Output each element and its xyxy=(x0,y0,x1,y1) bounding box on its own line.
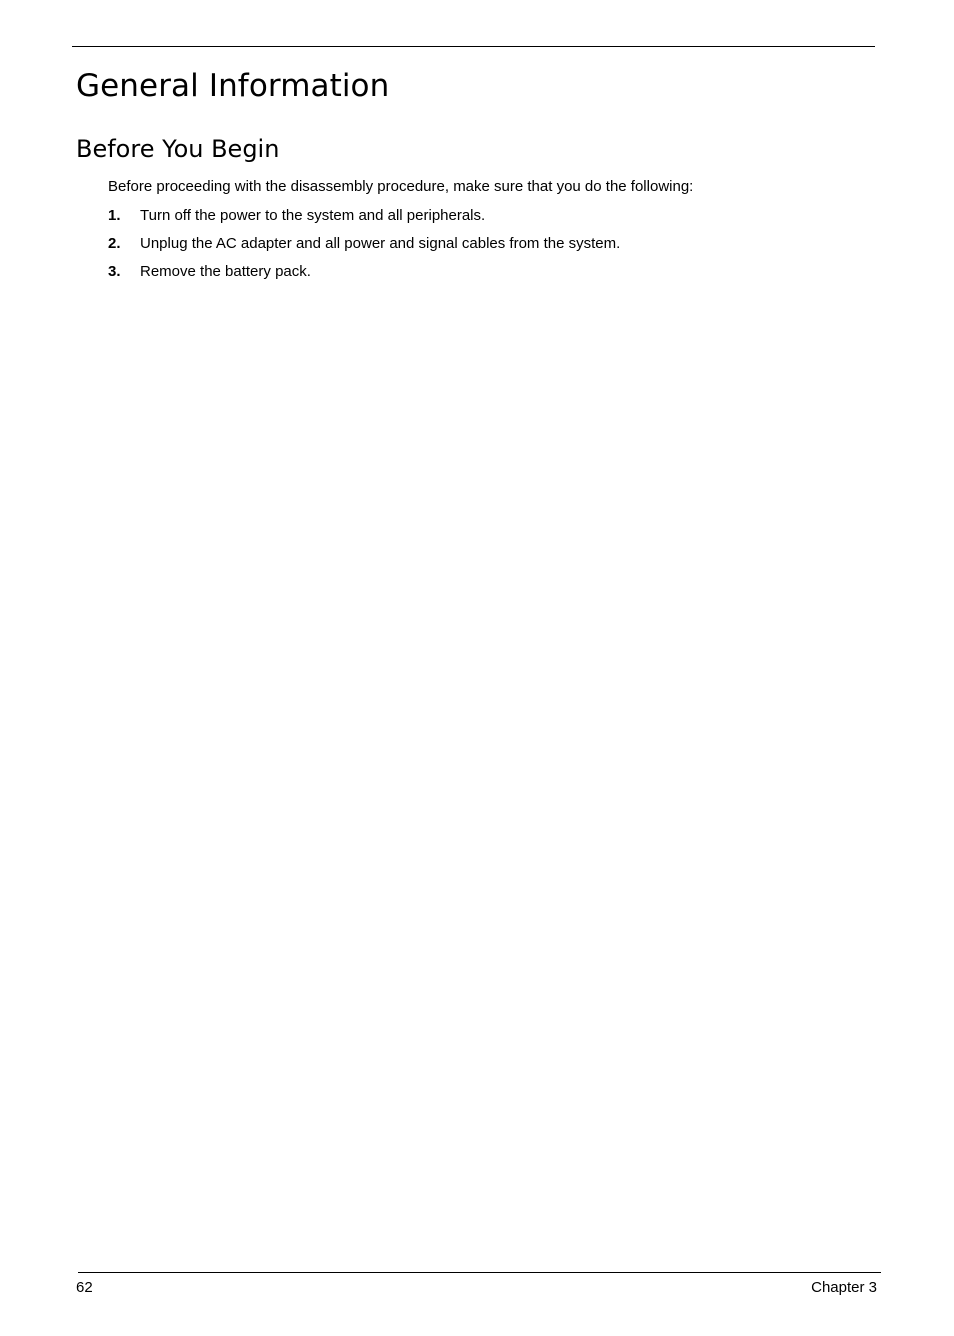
section-heading: Before You Begin xyxy=(76,135,280,163)
footer-rule xyxy=(78,1272,881,1273)
page-title: General Information xyxy=(76,68,390,104)
step-text: Turn off the power to the system and all peripherals. xyxy=(140,207,486,224)
step-text: Unplug the AC adapter and all power and signal cables from the system. xyxy=(140,235,621,252)
footer-page-number: 62 xyxy=(76,1279,93,1296)
header-rule xyxy=(72,46,875,47)
step-number: 2. xyxy=(108,235,121,252)
intro-paragraph: Before proceeding with the disassembly procedure, make sure that you do the following: xyxy=(108,178,694,195)
step-number: 3. xyxy=(108,263,121,280)
footer-chapter: Chapter 3 xyxy=(811,1279,877,1296)
step-number: 1. xyxy=(108,207,121,224)
step-text: Remove the battery pack. xyxy=(140,263,311,280)
